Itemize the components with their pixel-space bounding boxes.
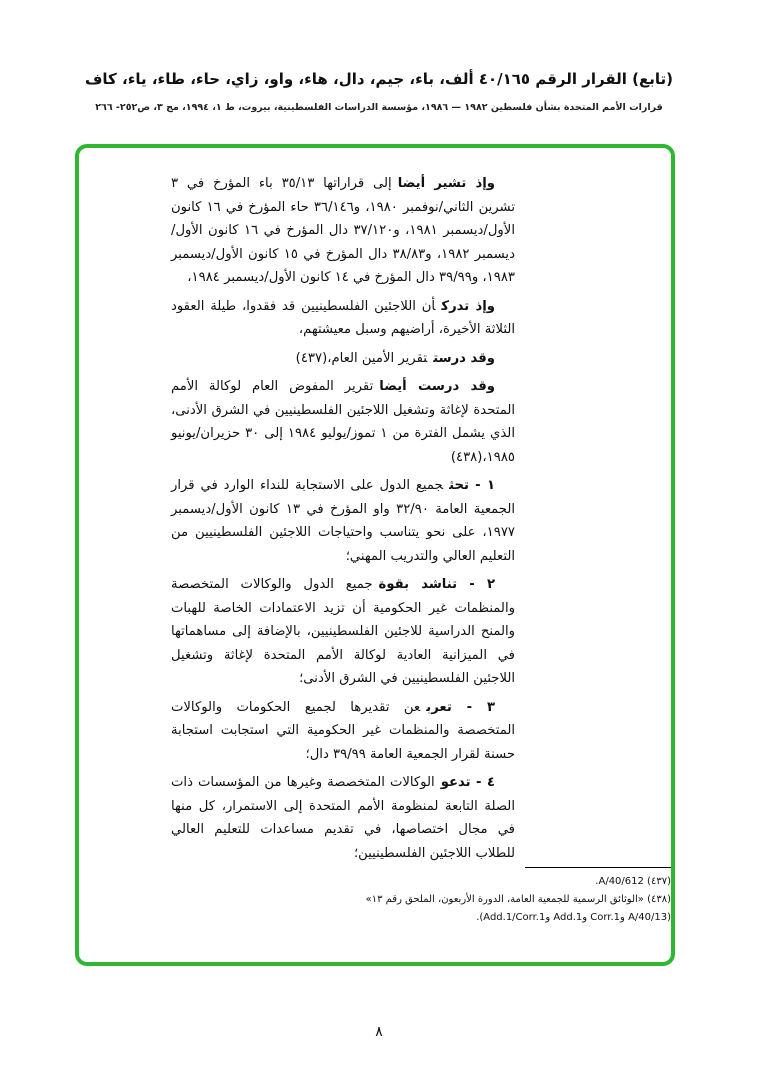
- paragraph-lead: ٢ - تناشد بقوة: [378, 577, 495, 592]
- paragraph-preamble-2: [171, 295, 515, 342]
- footnote-437: (٤٣٧) A/40/612.: [595, 876, 671, 887]
- paragraph-preamble-1: [171, 172, 515, 290]
- paragraph-lead: وقد درست أيضا: [379, 379, 495, 394]
- paragraph-lead: وإذ تدرك: [441, 298, 495, 314]
- paragraph-rest: أن اللاجئين الفلسطينيين قد فقدوا، طيلة العقود الثلاثة الأخيرة، أراضيهم وسبل معيشتهم،: [171, 298, 515, 337]
- paragraph-preamble-3: [171, 347, 515, 371]
- paragraph-rest: إلى قراراتها ٣٥/١٣ باء المؤرخ في ٣ تشرين الثاني/نوفمبر ١٩٨٠، و٣٦/١٤٦ حاء المؤرخ في ١٦ كانون الأول/ديسمبر ١٩٨١، و٣٧/١٢٠ دال المؤرخ في ١٦ كانون الأول/ديسمبر ١٩٨٢، و٣٨/٨٣ دال المؤرخ في ١٥ كانون الأول/ديسمبر ١٩٨٣، و٣٩/٩٩ دال المؤرخ في ١٤ كانون الأول/ديسمبر ١٩٨٤،: [171, 176, 515, 285]
- paragraph-rest: تقرير الأمين العام،(٤٣٧): [295, 350, 428, 366]
- paragraph-preamble-4: [171, 375, 515, 469]
- paragraph-operative-1: [171, 474, 515, 568]
- paragraph-operative-3: [171, 696, 515, 767]
- page-number: ٨: [375, 1024, 383, 1040]
- paragraph-rest: عن تقديرها لجميع الحكومات والوكالات المتخصصة والمنظمات غير الحكومية التي استجابت استجابة حسنة لقرار الجمعية العامة ٣٩/٩٩ دال؛: [171, 699, 515, 762]
- paragraph-operative-2: [171, 573, 515, 691]
- paragraph-lead: ٣ - تعرب: [426, 699, 495, 715]
- footnote-438-continuation: (A/40/13 وCorr.1 وAdd.1 وAdd.1/Corr.1).: [476, 912, 671, 923]
- content-frame: [75, 144, 675, 966]
- resolution-body-text: [171, 172, 515, 870]
- footnotes-section: [171, 867, 671, 928]
- paragraph-rest: الوكالات المتخصصة وغيرها من المؤسسات ذات الصلة التابعة لمنظومة الأمم المتحدة إلى الاستمرار، كل منها في مجال اختصاصها، في تقديم مساعدات للتعليم العالي للطلاب اللاجئين الفلسطينيين؛: [171, 775, 515, 861]
- paragraph-lead: وإذ تشير أيضا: [397, 176, 496, 191]
- paragraph-lead: وقد درست: [433, 350, 495, 366]
- paragraph-rest: جميع الدول على الاستجابة للنداء الوارد في قرار الجمعية العامة ٣٢/٩٠ واو المؤرخ في ١٣ كانون الأول/ديسمبر ١٩٧٧، على نحو يتناسب واحتياجات اللاجئين الفلسطينيين من التعليم العالي والتدريب المهني؛: [171, 478, 516, 564]
- footnote-438: (٤٣٨) «الوثائق الرسمية للجمعية العامة، الدورة الأربعون، الملحق رقم ١٣»: [365, 894, 671, 905]
- paragraph-rest: جميع الدول والوكالات المتخصصة والمنظمات غير الحكومية أن تزيد الاعتمادات الخاصة للهبات والمنح الدراسية للاجئين الفلسطينيين، بالإضافة إلى مساهماتها في الميزانية العادية لوكالة الأمم المتحدة لإغاثة وتشغيل اللاجئين الفلسطينيين في الشرق الأدنى؛: [171, 577, 515, 686]
- paragraph-lead: ٤ - تدعو: [440, 775, 495, 790]
- paragraph-operative-4: [171, 771, 515, 865]
- document-header: [0, 70, 758, 113]
- footnote-separator: [525, 867, 671, 868]
- paragraph-rest: تقرير المفوض العام لوكالة الأمم المتحدة لإغاثة وتشغيل اللاجئين الفلسطينيين في الشرق الأدنى، الذي يشمل الفترة من ١ تموز/يوليو ١٩٨٤ إلى ٣٠ حزيران/يونيو ١٩٨٥،(٤٣٨): [171, 379, 515, 465]
- header-source-citation: قرارات الأمم المتحدة بشأن فلسطين ١٩٨٢ — ١٩٨٦، مؤسسة الدراسات الفلسطينية، بيروت، ط ١، ١٩٩٤، مج ٣، ص٢٥٢- ٢٦٦: [95, 102, 663, 113]
- paragraph-lead: ١ - تحث: [449, 478, 496, 493]
- header-title: (تابع) القرار الرقم ٤٠/١٦٥ ألف، باء، جيم، دال، هاء، واو، زاي، حاء، طاء، ياء، كاف: [85, 70, 673, 88]
